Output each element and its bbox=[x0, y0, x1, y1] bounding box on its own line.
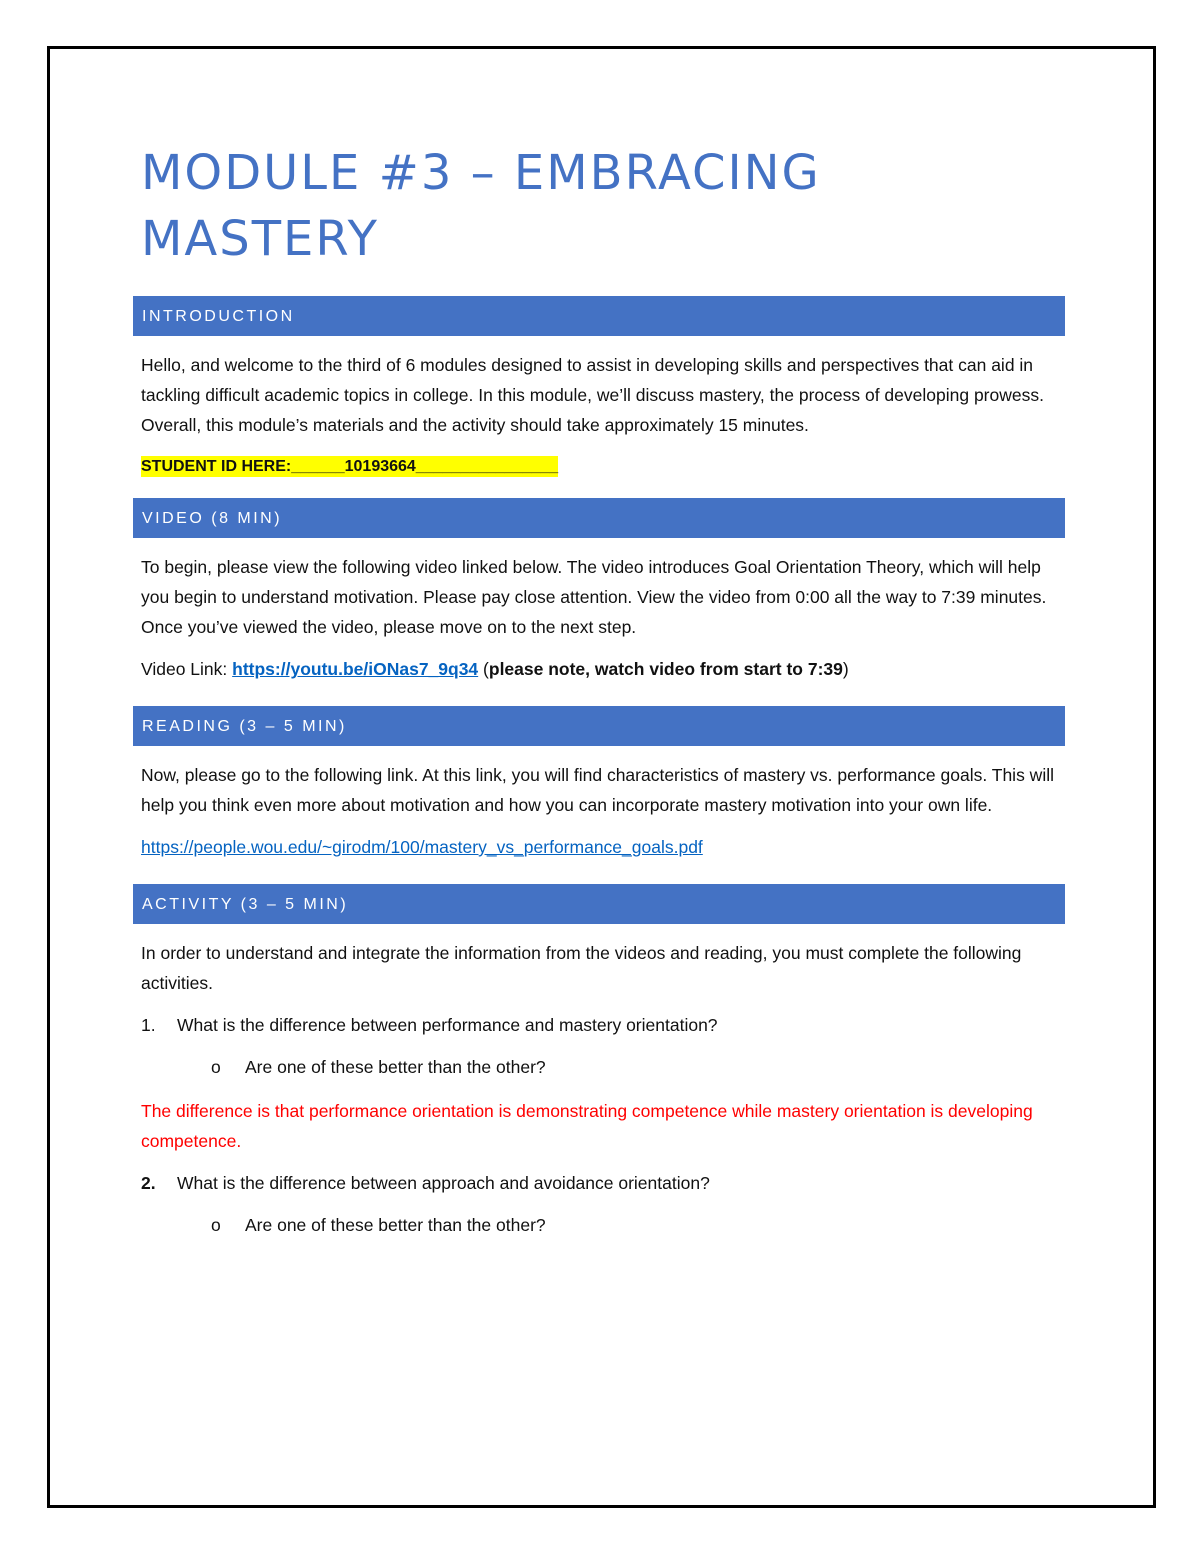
question-2-sub-bullet: o bbox=[211, 1215, 221, 1235]
video-link-line bbox=[141, 654, 1065, 684]
question-1-number: 1. bbox=[141, 1015, 156, 1035]
question-2-sub-text: Are one of these better than the other? bbox=[245, 1215, 546, 1235]
question-2 bbox=[141, 1168, 1065, 1198]
student-id-highlight: STUDENT ID HERE:______10193664________________ bbox=[141, 458, 559, 475]
question-2-sub bbox=[211, 1210, 1065, 1240]
video-note-close: ) bbox=[842, 659, 849, 679]
reading-link-line bbox=[141, 832, 1065, 862]
question-1-sub bbox=[211, 1052, 1065, 1082]
question-1-sub-text: Are one of these better than the other? bbox=[245, 1057, 546, 1077]
question-1-sub-bullet: o bbox=[211, 1057, 221, 1077]
video-link-label: Video Link: bbox=[141, 659, 233, 679]
video-note: please note, watch video from start to 7:39 bbox=[488, 659, 843, 679]
title-line-1: MODULE #3 – EMBRACING bbox=[141, 145, 821, 201]
activity-paragraph: In order to understand and integrate the information from the videos and reading, you must complete the following activities. bbox=[141, 943, 1022, 993]
reading-paragraph: Now, please go to the following link. At this link, you will find characteristics of mastery vs. performance goals. This will help you think even more about motivation and how you can incorporate mastery motivation into your own life. bbox=[141, 765, 1054, 815]
question-2-text: What is the difference between approach and avoidance orientation? bbox=[177, 1173, 710, 1193]
student-id-line bbox=[141, 458, 1065, 476]
answer-1: The difference is that performance orientation is demonstrating competence while mastery orientation is developing competence. bbox=[141, 1101, 1033, 1151]
question-1 bbox=[141, 1010, 1065, 1040]
question-1-text: What is the difference between performance and mastery orientation? bbox=[177, 1015, 718, 1035]
section-heading-video: VIDEO (8 MIN) bbox=[133, 498, 1065, 538]
video-link[interactable]: https://youtu.be/iONas7_9q34 bbox=[232, 659, 479, 679]
reading-link[interactable]: https://people.wou.edu/~girodm/100/mastery_vs_performance_goals.pdf bbox=[141, 837, 703, 857]
video-note-open: ( bbox=[478, 659, 489, 679]
title-line-2: MASTERY bbox=[141, 211, 379, 267]
document-body bbox=[133, 140, 1065, 1254]
intro-paragraph: Hello, and welcome to the third of 6 modules designed to assist in developing skills and perspectives that can aid in tackling difficult academic topics in college. In this module, we’ll discuss mastery, the process of developing prowess. Overall, this module’s materials and the activity should take approximately 15 minutes. bbox=[141, 355, 1044, 435]
section-heading-introduction: INTRODUCTION bbox=[133, 296, 1065, 336]
section-heading-activity: ACTIVITY (3 – 5 MIN) bbox=[133, 884, 1065, 924]
question-2-number: 2. bbox=[141, 1173, 156, 1193]
video-paragraph: To begin, please view the following video linked below. The video introduces Goal Orientation Theory, which will help you begin to understand motivation. Please pay close attention. View the video from 0:00 all the way to 7:39 minutes. Once you’ve viewed the video, please move on to the next step. bbox=[141, 557, 1047, 637]
document-title bbox=[141, 140, 1065, 272]
section-heading-reading: READING (3 – 5 MIN) bbox=[133, 706, 1065, 746]
